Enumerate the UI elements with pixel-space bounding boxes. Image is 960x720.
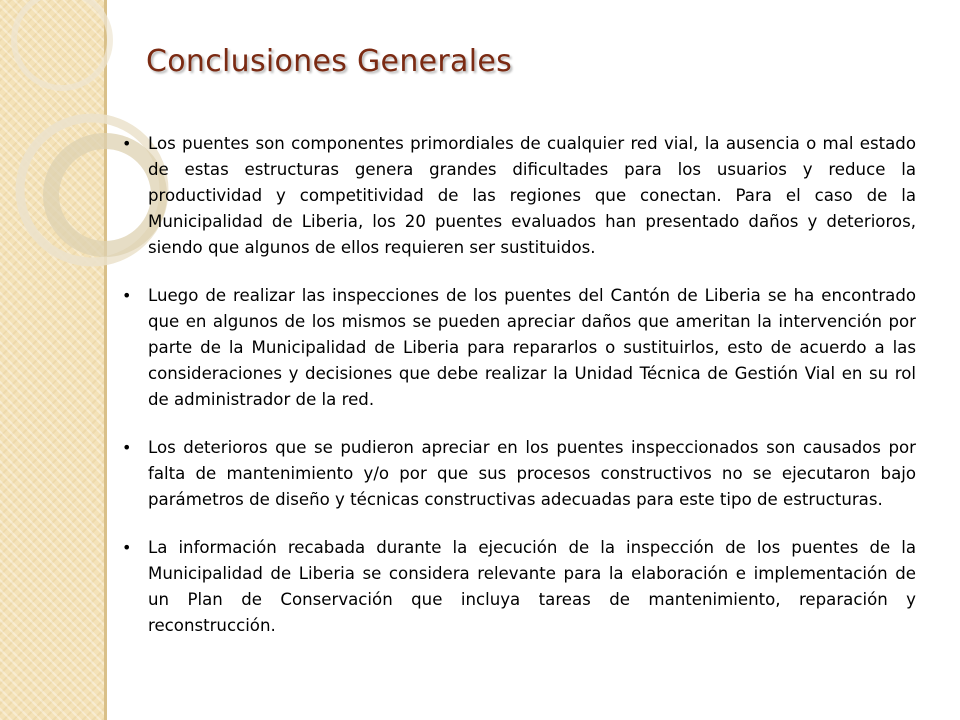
bullet-item: [120, 535, 916, 639]
bullet-item: [120, 283, 916, 413]
bullet-text: Los puentes son componentes primordiales de cualquier red vial, la ausencia o mal estado de estas estructuras genera grandes dificultades para los usuarios y reduce la productividad y competitividad de las regiones que conectan. Para el caso de la Municipalidad de Liberia, los 20 puentes evaluados han presentado daños y deterioros, siendo que algunos de ellos requieren ser sustituidos.: [148, 134, 916, 257]
bullet-text: Los deterioros que se pudieron apreciar en los puentes inspeccionados son causados por falta de mantenimiento y/o por que sus procesos constructivos no se ejecutaron bajo parámetros de diseño y técnicas constructivas adecuadas para este tipo de estructuras.: [148, 438, 916, 509]
bullet-symbol: •: [122, 538, 132, 557]
bullet-symbol: •: [122, 438, 132, 457]
bullet-symbol: •: [122, 134, 132, 153]
bullet-symbol: •: [122, 286, 132, 305]
bullet-item: [120, 131, 916, 261]
bullet-item: [120, 435, 916, 513]
bullet-text: La información recabada durante la ejecución de la inspección de los puentes de la Municipalidad de Liberia se considera relevante para la elaboración e implementación de un Plan de Conservación que incluya tareas de mantenimiento, reparación y reconstrucción.: [148, 538, 916, 635]
bullet-list: [120, 131, 916, 661]
page-title: Conclusiones Generales: [146, 44, 513, 79]
bullet-text: Luego de realizar las inspecciones de los puentes del Cantón de Liberia se ha encontrado que en algunos de los mismos se pueden apreciar daños que ameritan la intervención por parte de la Municipalidad de Liberia para repararlos o sustituirlos, esto de acuerdo a las consideraciones y decisiones que debe realizar la Unidad Técnica de Gestión Vial en su rol de administrador de la red.: [148, 286, 916, 409]
decorative-ring-top: [14, 0, 110, 88]
